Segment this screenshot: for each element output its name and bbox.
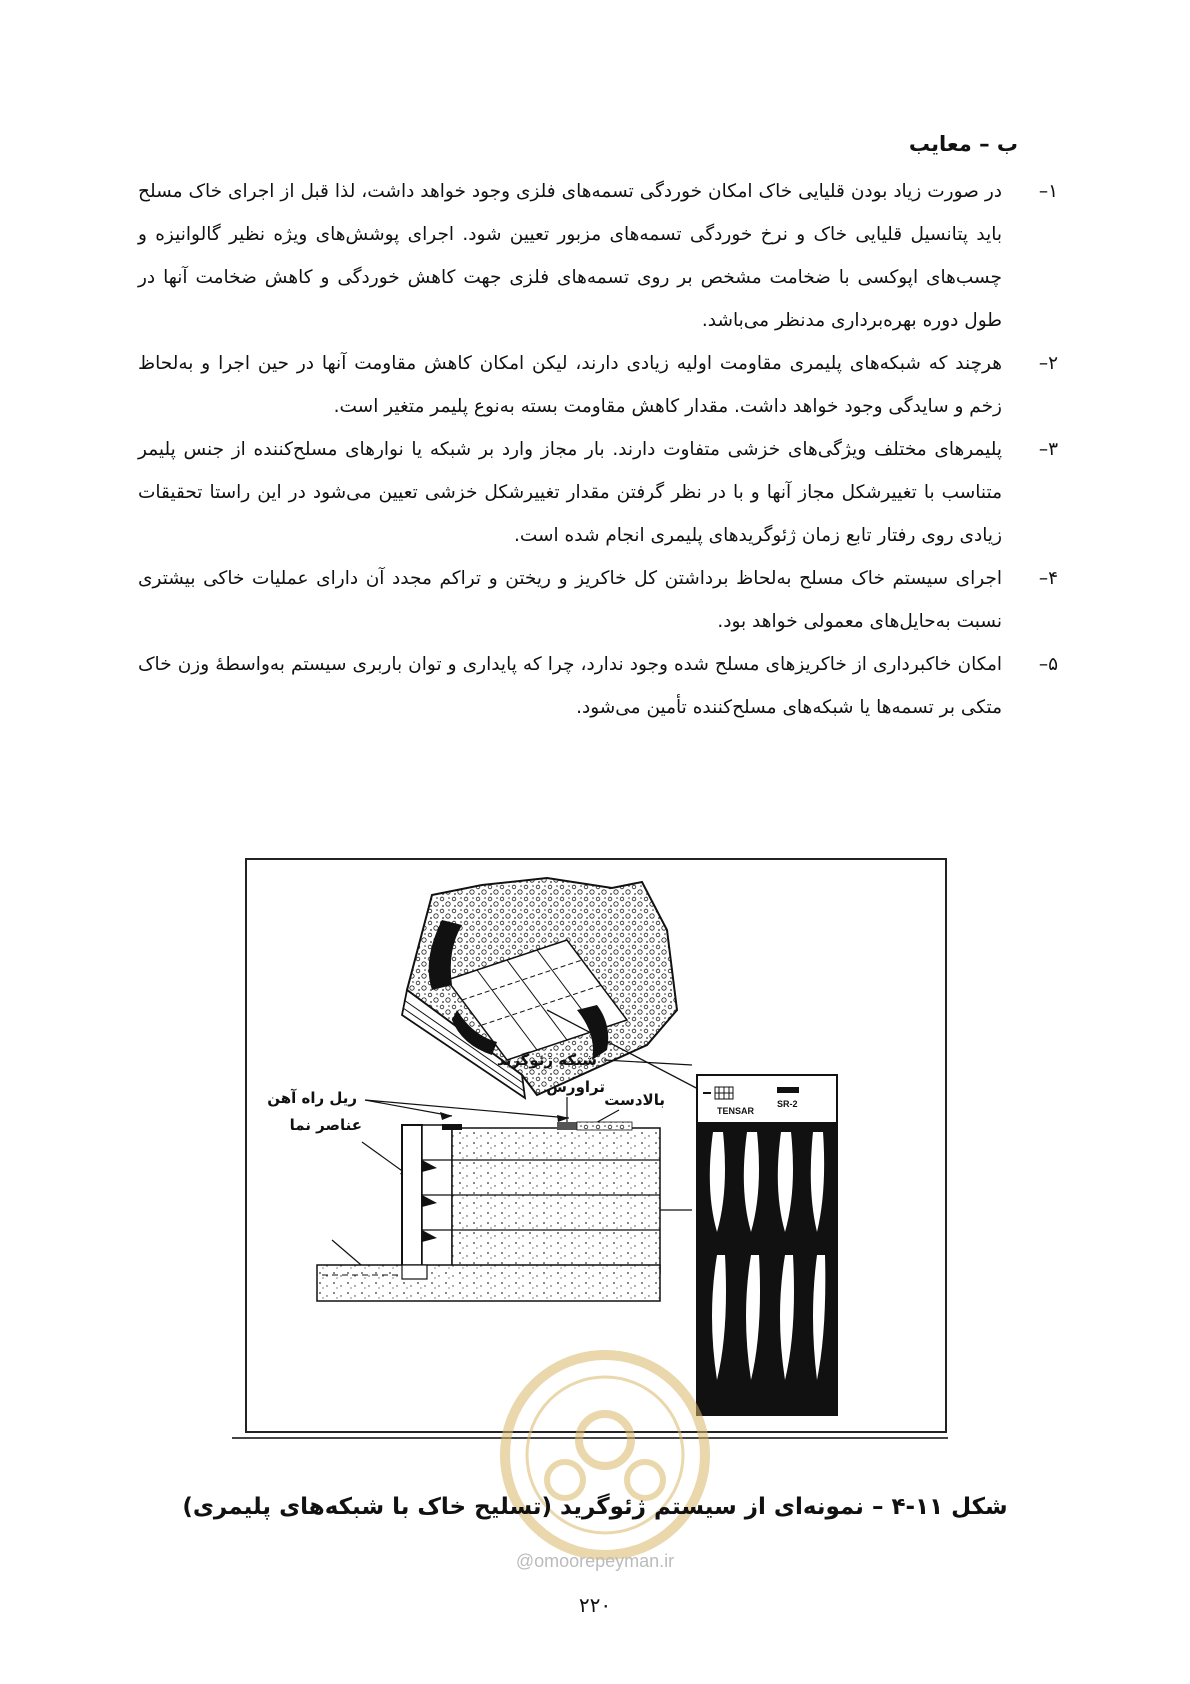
facing-label: عناصر نما [289,1116,362,1134]
item-number: ۳– [1038,439,1058,460]
list-item [138,557,1058,643]
ballast-label: بالادست [604,1091,665,1109]
item-number: ۲– [1038,353,1058,374]
item-number: ۵– [1038,654,1058,675]
sleeper-label: تراورس [546,1078,605,1096]
rail-label: ریل راه آهن [267,1089,357,1107]
list-item [138,643,1058,729]
watermark-logo [490,1340,720,1570]
geogrid-label-top: شبکه ژئوگرید [497,1051,597,1069]
figure-caption: شکل ۱۱-۴ – نمونه‌ای از سیستم ژئوگرید (تسلیح خاک با شبکه‌های پلیمری) [182,1494,1008,1520]
item-number: ۱– [1038,181,1058,202]
list-item [138,342,1058,428]
item-text: امکان خاکبرداری از خاکریزهای مسلح شده وجود ندارد، چرا که پایداری و توان باربری سیستم به‌واسطهٔ وزن خاک متکی بر تسمه‌ها یا شبکه‌های مسلح‌کننده تأمین می‌شود. [138,654,1002,718]
item-text: در صورت زیاد بودن قلیایی خاک امکان خوردگی تسمه‌های فلزی وجود خواهد داشت، لذا قبل از اجرای خاک مسلح باید پتانسیل قلیایی خاک و نرخ خوردگی تسمه‌های مزبور تعیین شود. اجرای پوشش‌های ویژه نظیر گالوانیزه و چسب‌های اپوکسی با ضخامت مشخص بر روی تسمه‌های فلزی جهت کاهش خوردگی و کاهش ضخامت آنها در طول دوره بهره‌برداری مدنظر می‌باشد. [138,181,1002,331]
item-text: پلیمرهای مختلف ویژگی‌های خزشی متفاوت دارند. بار مجاز وارد بر شبکه یا نوارهای مسلح‌کننده از جنس پلیمر متناسب با تغییرشکل مجاز آنها و با در نظر گرفتن مقدار تغییرشکل خزشی تعیین می‌شود در این راستا تحقیقات زیادی روی رفتار تابع زمان ژئوگریدهای پلیمری انجام شده است. [138,439,1002,546]
list-item [138,170,1058,342]
section-heading: ب – معایب [908,132,1018,156]
disadvantages-list [138,170,1058,729]
wall-cross-section [317,1122,660,1301]
watermark-text: @omoorepeyman.ir [515,1551,675,1571]
model-label: SR-2 [777,1099,798,1109]
item-text: هرچند که شبکه‌های پلیمری مقاومت اولیه زیادی دارند، لیکن امکان کاهش مقاومت آنها در حین اجرا و به‌لحاظ زخم و سایدگی وجود خواهد داشت. مقدار کاهش مقاومت بسته به‌نوع پلیمر متغیر است. [138,353,1002,417]
list-item [138,428,1058,557]
item-number: ۴– [1038,568,1058,589]
item-text: اجرای سیستم خاک مسلح به‌لحاظ برداشتن کل خاکریز و ریختن و تراکم مجدد آن دارای عملیات خاکی بیشتری نسبت به‌حایل‌های معمولی خواهد بود. [138,568,1002,632]
brand-label: TENSAR [717,1106,755,1116]
page-number: ۲۲۰ [578,1593,612,1617]
